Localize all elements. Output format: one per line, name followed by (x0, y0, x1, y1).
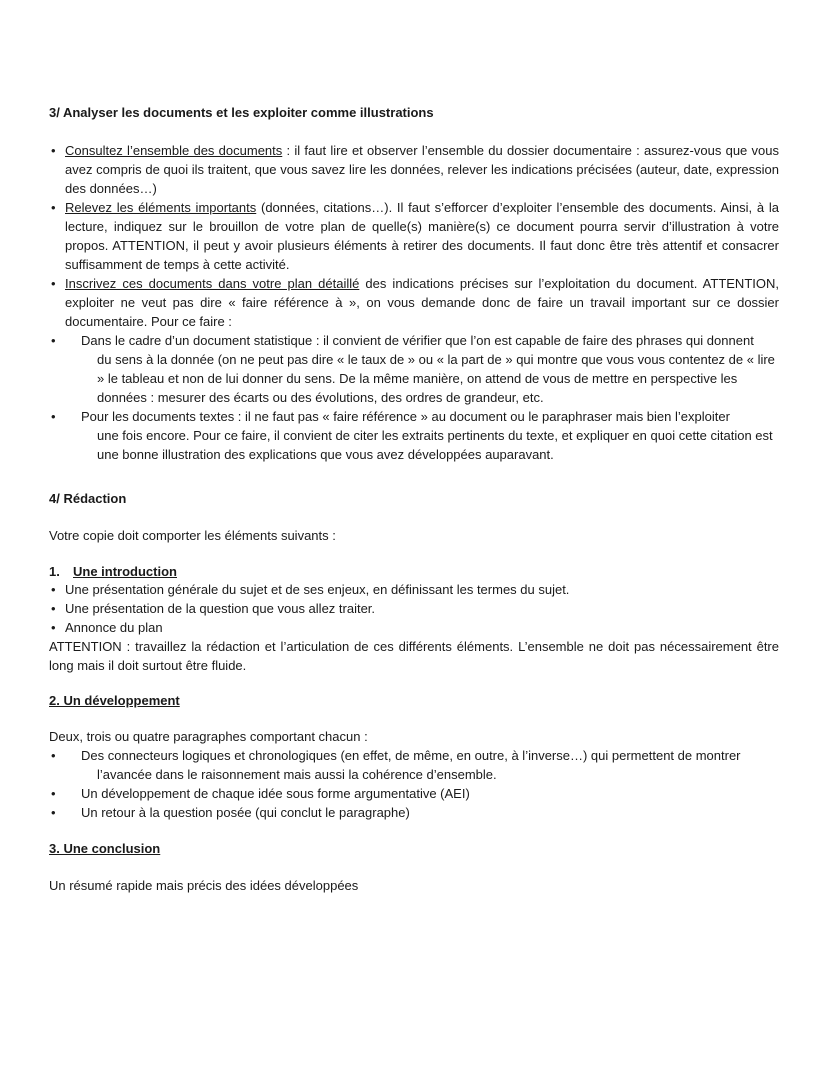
list-item (49, 407, 779, 464)
development-bullets (49, 746, 779, 822)
bullet-text: des indications précises sur l’exploitation du document. ATTENTION, exploiter ne veut pas dire « faire référence à », on vous demande donc de faire un travail important sur ce dossier documentaire. Pour ce faire : (65, 276, 779, 329)
list-item (49, 274, 779, 331)
section-4-intro: Votre copie doit comporter les éléments suivants : (49, 528, 336, 543)
conclusion-text: Un résumé rapide mais précis des idées développées (49, 878, 359, 893)
heading-number: 1. (49, 564, 60, 579)
section-3-title: 3/ Analyser les documents et les exploiter comme illustrations (49, 105, 434, 120)
sub-bullet-first-line: Un retour à la question posée (qui conclut le paragraphe) (81, 805, 410, 820)
development-intro: Deux, trois ou quatre paragraphes comportant chacun : (49, 729, 368, 744)
list-item (49, 141, 779, 198)
bullet-text: (données, citations…). Il faut s’efforcer d’exploiter l’ensemble des documents. Ainsi, à la lecture, indiquez sur le brouillon de votre plan de quelle(s) manière(s) ce document pourra servir d’illustration à votre propos. ATTENTION, il peut y avoir plusieurs éléments à retirer des documents. Il faut donc être très attentif et consacrer suffisamment de temps à cette activité. (65, 200, 779, 272)
list-item (49, 198, 779, 274)
introduction-note: ATTENTION : travaillez la rédaction et l’articulation de ces différents éléments. L’ensemble ne doit pas nécessairement être long mais il doit surtout être fluide. (49, 639, 779, 673)
bullet-underlined: Inscrivez ces documents dans votre plan détaillé (65, 276, 360, 291)
list-item (49, 331, 779, 407)
list-item (49, 746, 779, 784)
sub-bullet-continuation: une fois encore. Pour ce faire, il convient de citer les extraits pertinents du texte, et expliquer en quoi cette citation est une bonne illustration des explications que vous avez développées auparavant. (97, 428, 773, 462)
development-heading: 2. Un développement (49, 693, 180, 708)
list-item: • Annonce du plan (49, 618, 779, 637)
bullet-underlined: Relevez les éléments importants (65, 200, 257, 215)
sub-bullet-continuation: du sens à la donnée (on ne peut pas dire « le taux de » ou « la part de » qui montre que vous vous contentez de « lire » le tableau et non de lui donner du sens. De la même manière, on attend de vous de mettre en perspective les données : mesurer des écarts ou des évolutions, des ordres de grandeur, etc. (97, 352, 775, 405)
bullet-text: : il faut lire et observer l’ensemble du dossier documentaire : assurez-vous que vous avez compris de quoi ils traitent, que vous savez lire les données, relever les indications précisées (auteur, date, expression des données…) (65, 143, 779, 196)
list-item: • Une présentation générale du sujet et de ses enjeux, en définissant les termes du sujet. (49, 580, 779, 599)
list-item (49, 803, 779, 822)
section-4-title: 4/ Rédaction (49, 491, 127, 506)
sub-bullet-first-line: Dans le cadre d’un document statistique : il convient de vérifier que l’on est capable de faire des phrases qui donnent (81, 333, 754, 348)
introduction-bullets (49, 580, 779, 675)
introduction-heading (49, 562, 779, 581)
sub-bullet-first-line: Des connecteurs logiques et chronologiques (en effet, de même, en outre, à l’inverse…) qui permettent de montrer (81, 748, 741, 763)
section-3-bullets (49, 141, 779, 464)
list-item: • Une présentation de la question que vous allez traiter. (49, 599, 779, 618)
list-item (49, 784, 779, 803)
sub-bullet-continuation: l’avancée dans le raisonnement mais aussi la cohérence d’ensemble. (97, 767, 497, 782)
sub-bullet-first-line: Pour les documents textes : il ne faut pas « faire référence » au document ou le paraphraser mais bien l’exploiter (81, 409, 730, 424)
sub-bullet-first-line: Un développement de chaque idée sous forme argumentative (AEI) (81, 786, 470, 801)
conclusion-heading: 3. Une conclusion (49, 841, 161, 856)
heading-text: Une introduction (73, 564, 177, 579)
bullet-underlined: Consultez l’ensemble des documents (65, 143, 283, 158)
